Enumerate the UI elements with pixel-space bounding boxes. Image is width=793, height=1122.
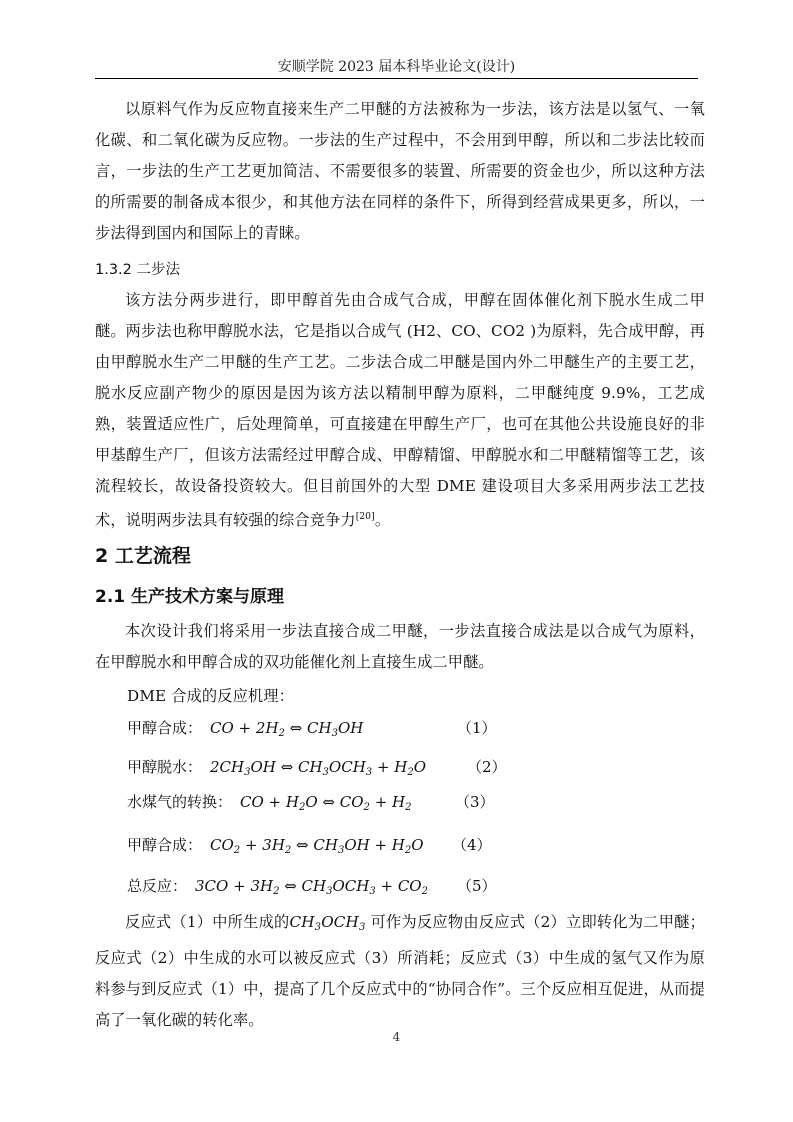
equation-3 — [127, 791, 687, 821]
section-1-3-2-text: 该方法分两步进行，即甲醇首先由合成气合成，甲醇在固体催化剂下脱水生成二甲醚。两步法也称甲醇脱水法，它是指以合成气 (H2、CO、CO2 )为原料，先合成甲醇，再由甲醇脱水生产二甲醚的生产工艺。二步法合成二甲醚是国内外二甲醚生产的主要工艺，脱水反应副产物少的原因是因为该方法以精制甲醇为原料，二甲醚纯度 9.9%，工艺成熟，装置适应性广，后处理简单，可直接建在甲醇生产厂，也可在其他公共设施良好的非甲基醇生产厂，但该方法需经过甲醇合成、甲醇精馏、甲醇脱水和二甲醚精馏等工艺，该流程较长，故设备投资较大。但目前国外的大型 DME 建设项目大多采用两步法工艺技术，说明两步法具有较强的综合竞争力 — [95, 291, 706, 529]
section-1-3-2-heading: 1.3.2 二步法 — [95, 262, 181, 278]
section-1-3-2-paragraph — [95, 285, 705, 536]
equation-formula: CO + $H_2O$ ⇔ $CO_2 + H_2$ — [240, 793, 412, 813]
page-number: 4 — [392, 1030, 401, 1044]
equation-label: 总反应： — [127, 877, 188, 895]
equation-number: （3） — [455, 793, 495, 811]
mechanism-label: DME 合成的反应机理： — [127, 687, 294, 705]
chapter-2-heading: 2 工艺流程 — [95, 545, 191, 567]
equation-formula: $3CO + 3H_2$ ⇔ $CH_3OCH_3 + CO_2$ — [195, 877, 428, 897]
equation-number: （5） — [457, 877, 497, 895]
equation-1 — [127, 717, 687, 747]
closing-paragraph: 反应式（1）中所生成的$CH_3OCH_3$ 可作为反应物由反应式（2）立即转化为二甲醚；反应式（2）中生成的水可以被反应式（3）所消耗；反应式（3）中生成的氢气又作为原料参与到反应式（1）中，提高了几个反应式中的“协同合作”。三个反应相互促进，从而提高了一氧化碳的转化率。 — [95, 913, 705, 1029]
equation-number: （1） — [457, 719, 497, 737]
section-2-1-paragraph: 本次设计我们将采用一步法直接合成二甲醚，一步法直接合成法是以合成气为原料，在甲醇脱水和甲醇合成的双功能催化剂上直接生成二甲醚。 — [95, 622, 705, 671]
section-1-3-2-tail: 。 — [374, 511, 391, 529]
equation-4 — [127, 834, 687, 864]
citation: [20] — [355, 512, 375, 522]
intro-paragraph: 以原料气作为反应物直接来生产二甲醚的方法被称为一步法，该方法是以氢气、一氧化碳、和二氧化碳为反应物。一步法的生产过程中，不会用到甲醇，所以和二步法比较而言，一步法的生产工艺更加简洁、不需要很多的装置、所需要的资金也少，所以这种方法的所需要的制备成本很少，和其他方法在同样的条件下，所得到经营成果更多，所以，一步法得到国内和国际上的青睐。 — [95, 100, 705, 242]
equation-2 — [127, 756, 687, 786]
equation-label: 甲醇合成： — [127, 836, 203, 854]
equation-number: （4） — [452, 836, 492, 854]
equation-number: （2） — [467, 758, 507, 776]
equation-formula: $CO_2 + 3H_2$ ⇔ $CH_3OH + H_2O$ — [210, 836, 424, 856]
equation-formula: CO + $2H_2$ ⇔ $CH_3OH$ — [210, 719, 364, 739]
equation-5 — [127, 875, 687, 905]
header-rule — [95, 78, 698, 79]
equation-label: 甲醇合成： — [127, 719, 203, 737]
closing-text-2: 可作为反应物由反应式（2）立即转化为二甲醚；反应式（2）中生成的水可以被反应式（3）所消耗；反应式（3）中生成的氢气又作为原料参与到反应式（1）中，提高了几个反应式中的“协同合作”。三个反应相互促进，从而提高了一氧化碳的转化率。 — [95, 913, 705, 1029]
closing-text-1: 反应式（1）中所生成的 — [125, 913, 290, 931]
page-header: 安顺学院 2023 届本科毕业论文(设计) — [277, 59, 516, 75]
equation-label: 水煤气的转换： — [127, 793, 233, 811]
section-2-1-heading: 2.1 生产技术方案与原理 — [95, 587, 285, 607]
equation-label: 甲醇脱水： — [127, 758, 203, 776]
equation-formula: $2CH_3OH$ ⇔ $CH_3OCH_3 + H_2O$ — [210, 758, 427, 778]
